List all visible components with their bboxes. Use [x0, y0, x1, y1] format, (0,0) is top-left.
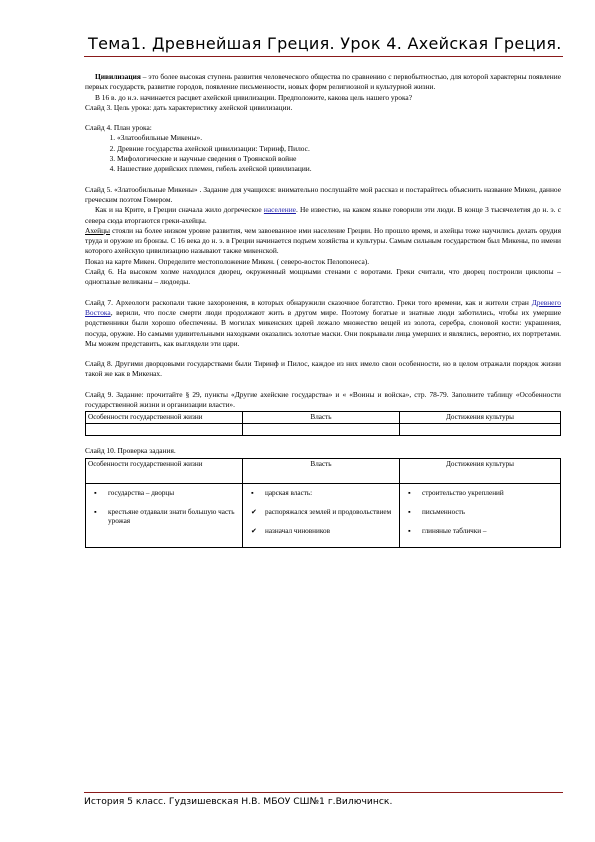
task-table-empty	[85, 411, 561, 436]
table-header-row	[86, 458, 561, 483]
table-header-cell: Власть	[243, 458, 400, 483]
header-divider	[84, 56, 563, 57]
list-item: ✔ распоряжался землей и продовольствием	[251, 507, 392, 516]
slide3-goal: Слайд 3. Цель урока: дать характеристику ахейской цивилизации.	[85, 102, 293, 112]
table-header-cell: Достижения культуры	[400, 458, 561, 483]
ancient-east-link[interactable]: Древнего Востока	[85, 297, 561, 317]
plan-item: 4. Нашествие дорийских племен, гибель ахейской цивилизации.	[117, 164, 561, 174]
table-cell[interactable]	[86, 424, 243, 436]
table-cell[interactable]	[243, 424, 400, 436]
page-header-title: Тема1. Древнейшая Греция. Урок 4. Ахейская Греция.	[88, 34, 562, 53]
slide6-palace: Слайд 6. На высоком холме находился дворец, окруженный мощными стенами с воротами. Греки считали, что дворец построили циклопы – одноглазые великаны – людоеды.	[85, 267, 561, 287]
slide7-burials: Слайд 7. Археологи раскопали такие захоронения, в которых обнаружили сказочное богатство. Греки того времени, как и жители стран Древнего Востока, верили, что после смерти люди продолжают жить в другом мире. Поэтому богатые и знатные люди заботились, чтобы их умершие родственники были хорошо обеспечены. В могилах микенских царей лежало множество вещей из золота, серебра, слоновой кости: украшения, посуда, оружие. Но самыми удивительными находками оказались золотые маски. Они покрывали лица умерших и являлись, вероятно, их портретами. Мы можем представить, как выглядели эти цари.	[85, 297, 561, 348]
table-header-cell: Особенности государственной жизни	[86, 412, 243, 424]
list-item: ▪ строительство укреплений	[408, 488, 504, 497]
table-header-cell: Власть	[243, 412, 400, 424]
check-icon: ✔	[251, 526, 258, 535]
lesson-plan-list	[85, 133, 561, 174]
term-civilization: Цивилизация	[95, 72, 141, 81]
population-link[interactable]: население	[263, 205, 296, 215]
culture-list	[402, 489, 558, 536]
check-icon: ✔	[251, 507, 258, 516]
paragraph-civilization	[85, 72, 561, 93]
table-cell	[400, 483, 561, 547]
table-cell	[86, 483, 243, 547]
bullet-icon: ▪	[94, 488, 97, 497]
slide10-check: Слайд 10. Проверка задания.	[85, 446, 176, 456]
table-header-row	[86, 412, 561, 424]
paragraph-rise: В 16 в. до н.э. начинается расцвет ахейской цивилизации. Предположите, какова цель нашего урока?	[95, 92, 412, 102]
slide5-task: Слайд 5. «Златообильные Микены» . Задание для учащихся: внимательно послушайте мой рассказ и постарайтесь объяснить название Микен, данное греческим поэтом Гомером.	[85, 184, 561, 204]
term-achaeans: Ахейцы	[85, 225, 111, 235]
list-item: ✔ назначал чиновников	[251, 526, 330, 535]
plan-item: 3. Мифологические и научные сведения о Троянской войне	[117, 154, 561, 164]
document-body	[85, 72, 561, 548]
table-cell[interactable]	[400, 424, 561, 436]
bullet-icon: ▪	[408, 526, 411, 535]
list-item: ▪ государства – дворцы	[94, 488, 175, 497]
table-row	[86, 483, 561, 547]
list-item: ▪ глиняные таблички –	[408, 526, 487, 535]
task-table-filled	[85, 458, 561, 548]
table-header-cell: Достижения культуры	[400, 412, 561, 424]
table-row	[86, 424, 561, 436]
slide4-plan-title: Слайд 4. План урока:	[85, 123, 152, 133]
slide9-task: Слайд 9. Задание: прочитайте § 29, пункты «Другие ахейские государства» и « «Воины и войска», стр. 78-79. Заполните таблицу «Особенности государственной жизни и организации власти».	[85, 389, 561, 410]
paragraph-achaeans: Ахейцы стояли на более низком уровне развития, чем завоеванное ими население Греции. Но прошло время, и ахейцы тоже научились делать орудия труда и оружие из бронзы. С 16 века до н. э. в Греции начинается подъем хозяйства и культуры. Самым сильным государством был Микены, по имени которого ахейскую цивилизацию называют также микенской.	[85, 225, 561, 256]
table-header-cell: Особенности государственной жизни	[86, 458, 243, 483]
bullet-icon: ▪	[94, 507, 97, 516]
plan-item: 2. Древние государства ахейской цивилизации: Тиринф, Пилос.	[117, 144, 561, 154]
map-task: Показ на карте Микен. Определите местоположение Микен. ( северо-восток Пелопонеса).	[85, 256, 370, 266]
list-item: ▪ крестьяне отдавали знати большую часть урожая	[94, 507, 235, 525]
footer-divider	[84, 792, 563, 793]
bullet-icon: ▪	[408, 507, 411, 516]
bullet-icon: ▪	[408, 488, 411, 497]
table-cell	[243, 483, 400, 547]
list-item: ▪ царская власть:	[251, 488, 313, 497]
bullet-icon: ▪	[251, 488, 254, 497]
power-list	[245, 489, 397, 536]
plan-item: 1. «Златообильные Микены».	[117, 133, 561, 143]
civilization-definition: – это более высокая ступень развития человеческого общества по сравнению с первобытностью, для которой характерны появление первых государств, развитие городов, появление письменности, новых форм религиозной и культурной жизни.	[85, 72, 561, 92]
slide8-states: Слайд 8. Другими дворцовыми государствами были Тиринф и Пилос, каждое из них имело свои особенности, но в целом отражали порядок жизни такой же как в Микенах.	[85, 359, 561, 379]
paragraph-population: Как и на Крите, в Греции сначала жило догреческое население. Не известно, на каком языке говорили эти люди. В конце 3 тысячелетия до н. э. с севера сюда вторгаются греки-ахейцы.	[85, 205, 561, 225]
state-life-list	[88, 489, 240, 526]
list-item: ▪ письменность	[408, 507, 465, 516]
page-footer: История 5 класс. Гудзишевская Н.В. МБОУ СШ№1 г.Вилючинск.	[84, 796, 393, 807]
